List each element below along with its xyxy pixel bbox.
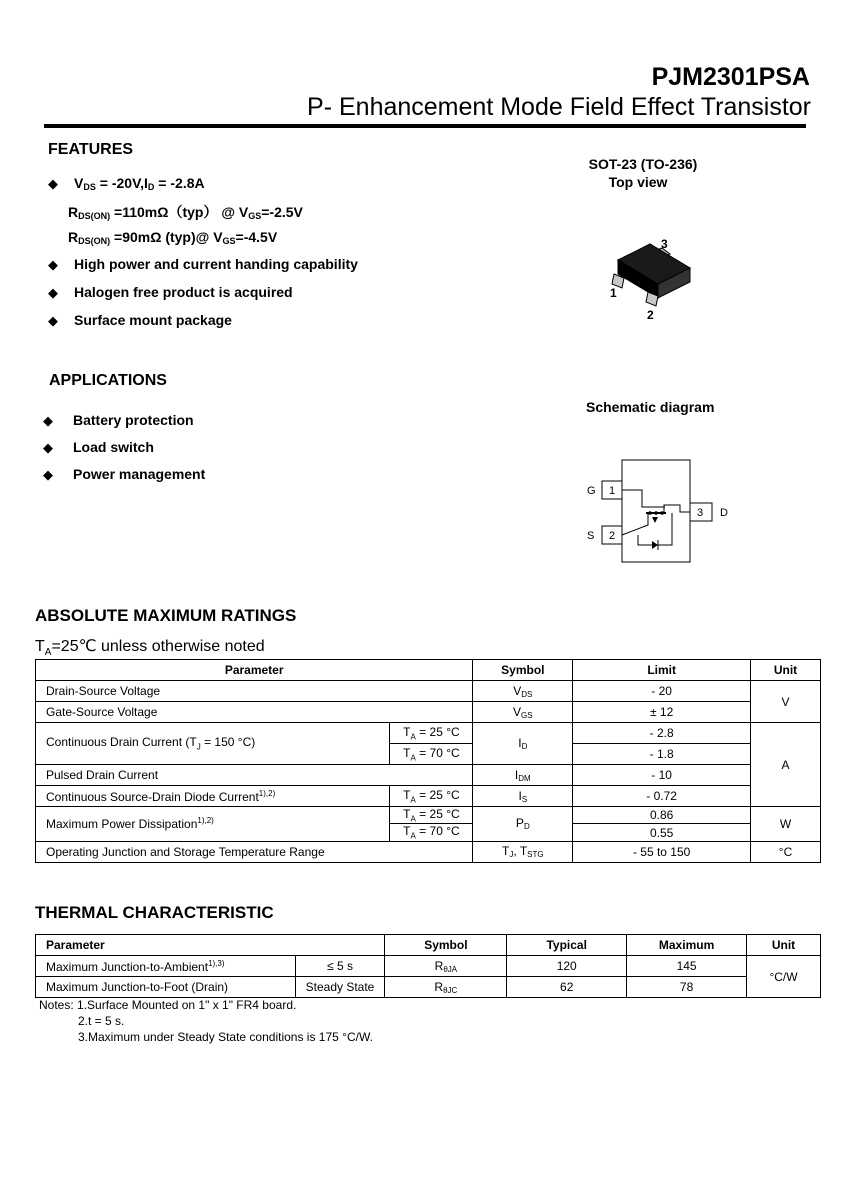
unit-cell: °C/W [747, 956, 821, 998]
thermal-heading: THERMAL CHARACTERISTIC [35, 903, 274, 922]
param-cell: Pulsed Drain Current [36, 765, 473, 786]
unit-cell: A [751, 723, 821, 807]
part-number: PJM2301PSA [651, 63, 810, 91]
symbol-cell: $P_D$ [473, 807, 573, 842]
source-label: S [587, 530, 595, 542]
cond-cell: ≤ 5 s [295, 956, 385, 977]
notes [39, 997, 373, 1045]
table-header-row [36, 935, 821, 956]
col-unit: Unit [751, 660, 821, 681]
param-cell: Drain-Source Voltage [36, 681, 473, 702]
symbol-cell: $I_D$ [473, 723, 573, 765]
unit-cell: °C [751, 841, 821, 862]
cond-cell: $T_A = 25$ °C [390, 723, 473, 744]
limit-cell: - 1.8 [573, 744, 751, 765]
cond-cell: $T_A = 25$ °C [390, 786, 473, 807]
param-cell: Continuous Drain Current ($T_J = 150$ °C) [36, 723, 390, 765]
param-cell: Continuous Source-Drain Diode Current$^{1),2)}$ [36, 786, 390, 807]
pkg-pin3-label: 3 [661, 237, 668, 251]
cond-cell: $T_A = 70$ °C [390, 824, 473, 841]
sot23-package-illustration [600, 230, 700, 325]
thermal-table [35, 934, 821, 998]
bullet-diamond-icon: ◆ [43, 413, 53, 428]
table-row [36, 956, 821, 977]
maximum-cell: 78 [627, 977, 747, 998]
table-row [36, 702, 821, 723]
application-item: ◆ Load switch [43, 439, 154, 455]
col-parameter: Parameter [36, 935, 385, 956]
feature-item: ◆ Surface mount package [48, 312, 232, 328]
bullet-diamond-icon: ◆ [48, 257, 58, 272]
param-cell: Maximum Power Dissipation$^{1),2)}$ [36, 807, 390, 842]
pkg-pin1-label: 1 [610, 286, 617, 300]
limit-cell: - 55 to 150 [573, 841, 751, 862]
feature-item: ◆ Halogen free product is acquired [48, 284, 293, 300]
application-item: ◆ Power management [43, 466, 206, 482]
package-name: SOT-23 (TO-236) [588, 156, 698, 172]
limit-cell: - 2.8 [573, 723, 751, 744]
col-unit: Unit [747, 935, 821, 956]
col-symbol: Symbol [385, 935, 507, 956]
typical-cell: 120 [507, 956, 627, 977]
symbol-cell: $I_{DM}$ [473, 765, 573, 786]
symbol-cell: $I_S$ [473, 786, 573, 807]
col-symbol: Symbol [473, 660, 573, 681]
drain-label: D [720, 507, 728, 519]
param-cell: Gate-Source Voltage [36, 702, 473, 723]
typical-cell: 62 [507, 977, 627, 998]
applications-heading: APPLICATIONS [49, 372, 167, 389]
note-line: Notes: 1.Surface Mounted on 1" x 1" FR4 board. [39, 998, 297, 1012]
bullet-diamond-icon: ◆ [48, 313, 58, 328]
gate-label: G [587, 485, 596, 497]
table-row [36, 841, 821, 862]
col-limit: Limit [573, 660, 751, 681]
limit-cell: - 10 [573, 765, 751, 786]
col-typical: Typical [507, 935, 627, 956]
application-item: ◆ Battery protection [43, 412, 194, 428]
abs-max-table [35, 659, 821, 863]
param-cell: Maximum Junction-to-Ambient$^{1),3)}$ [36, 956, 296, 977]
param-cell: Operating Junction and Storage Temperature Range [36, 841, 473, 862]
package-view: Top view [608, 174, 668, 190]
cond-cell: Steady State [295, 977, 385, 998]
bullet-diamond-icon: ◆ [43, 440, 53, 455]
maximum-cell: 145 [627, 956, 747, 977]
table-row [36, 807, 821, 824]
param-cell: Maximum Junction-to-Foot (Drain) [36, 977, 296, 998]
col-parameter: Parameter [36, 660, 473, 681]
limit-cell: ± 12 [573, 702, 751, 723]
col-maximum: Maximum [627, 935, 747, 956]
schem-pin3-label: 3 [697, 507, 704, 519]
feature-rds-2: $R_{DS(ON)} =90m\Omega$ (typ)@ $V_{GS}=-4.5V$ [68, 229, 278, 246]
schem-pin1-label: 1 [609, 485, 616, 497]
bullet-diamond-icon: ◆ [43, 467, 53, 482]
symbol-cell: $T_J$, $T_{STG}$ [473, 841, 573, 862]
table-header-row [36, 660, 821, 681]
schem-pin2-label: 2 [609, 530, 616, 542]
table-row [36, 723, 821, 744]
abs-max-heading: ABSOLUTE MAXIMUM RATINGS [35, 606, 297, 625]
unit-cell: W [751, 807, 821, 842]
symbol-cell: $R_{\theta JA}$ [385, 956, 507, 977]
feature-vds-id: ◆ $V_{DS} = -20V,I_D = -2.8A$ [48, 175, 205, 192]
note-line: 2.t = 5 s. [78, 1014, 125, 1028]
abs-max-condition: $T_A=25℃$ unless otherwise noted [35, 638, 265, 659]
table-row [36, 765, 821, 786]
limit-cell: 0.55 [573, 824, 751, 841]
bullet-diamond-icon: ◆ [48, 176, 58, 191]
symbol-cell: $V_{DS}$ [473, 681, 573, 702]
symbol-cell: $V_{GS}$ [473, 702, 573, 723]
limit-cell: - 0.72 [573, 786, 751, 807]
table-row [36, 681, 821, 702]
bullet-diamond-icon: ◆ [48, 285, 58, 300]
device-subtitle: P- Enhancement Mode Field Effect Transistor [307, 93, 811, 121]
limit-cell: - 20 [573, 681, 751, 702]
features-heading: FEATURES [48, 141, 134, 158]
cond-cell: $T_A = 70$ °C [390, 744, 473, 765]
schematic-title: Schematic diagram [586, 399, 715, 415]
schematic-diagram [580, 455, 740, 570]
feature-rds-1: $R_{DS(ON)} =110m\Omega(typ)$ @ $V_{GS}=-2.5V$ [68, 204, 303, 221]
header-rule [44, 124, 806, 128]
table-row [36, 977, 821, 998]
pkg-pin2-label: 2 [647, 308, 654, 322]
note-line: 3.Maximum under Steady State conditions is 175 °C/W. [78, 1030, 373, 1044]
feature-item: ◆ High power and current handing capability [48, 256, 358, 272]
unit-cell: V [751, 681, 821, 723]
table-row [36, 786, 821, 807]
limit-cell: 0.86 [573, 807, 751, 824]
symbol-cell: $R_{\theta JC}$ [385, 977, 507, 998]
cond-cell: $T_A = 25$ °C [390, 807, 473, 824]
